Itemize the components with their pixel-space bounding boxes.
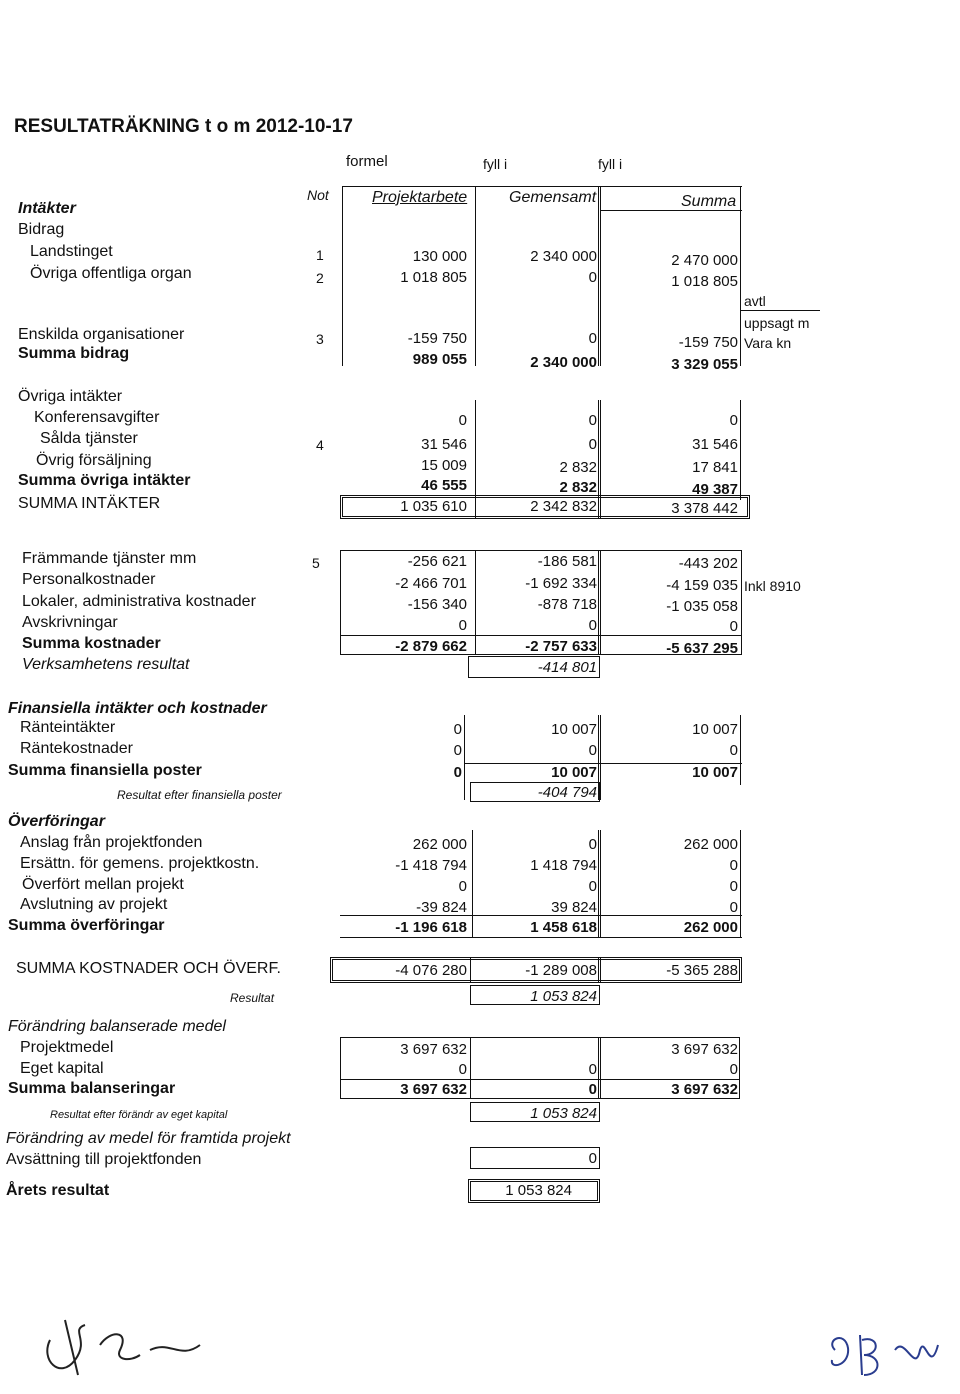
cell-value: 3 697 632 bbox=[400, 1081, 467, 1098]
cell-value: 0 bbox=[453, 721, 462, 738]
side-note-avtl: avtl bbox=[744, 293, 766, 309]
cell-value: 2 832 bbox=[559, 459, 597, 476]
section-forandring-fram: Förändring av medel för framtida projekt bbox=[6, 1130, 291, 1147]
row-label: Ränteintäkter bbox=[20, 719, 116, 736]
row-label: SUMMA KOSTNADER OCH ÖVERF. bbox=[16, 960, 281, 977]
row-label: Resultat efter finansiella poster bbox=[117, 788, 282, 802]
signature-right bbox=[820, 1320, 950, 1390]
cell-value: 0 bbox=[729, 412, 738, 429]
row-not: 4 bbox=[316, 437, 324, 453]
cell-value: 0 bbox=[729, 742, 738, 759]
cell-value: 130 000 bbox=[412, 248, 467, 265]
cell-value: 0 bbox=[729, 899, 738, 916]
col-not-header: Not bbox=[307, 187, 329, 203]
cell-value: 3 697 632 bbox=[671, 1081, 738, 1098]
cell-value: 10 007 bbox=[551, 764, 597, 781]
fyll-note-1: fyll i bbox=[483, 156, 508, 172]
cell-value: 0 bbox=[458, 412, 467, 429]
section-overforingar: Överföringar bbox=[8, 813, 105, 830]
section-ovriga-intakter: Övriga intäkter bbox=[18, 388, 123, 405]
cell-value: 1 458 618 bbox=[530, 919, 597, 936]
cell-value: 3 378 442 bbox=[671, 500, 738, 517]
cell-value: 1 018 805 bbox=[400, 269, 467, 286]
row-not: 2 bbox=[316, 270, 324, 286]
cell-value: 0 bbox=[588, 617, 597, 634]
cell-value: 1 418 794 bbox=[530, 857, 597, 874]
cell-value: -404 794 bbox=[537, 784, 597, 801]
cell-value: 10 007 bbox=[692, 764, 738, 781]
row-label: Summa bidrag bbox=[18, 345, 130, 362]
cell-value: 3 329 055 bbox=[671, 356, 738, 373]
section-intakter: Intäkter bbox=[18, 200, 76, 217]
col-gemensamt-header: Gemensamt bbox=[509, 189, 597, 206]
formel-note: formel bbox=[346, 153, 388, 170]
col-summa-header: Summa bbox=[681, 193, 737, 210]
row-label: Summa balanseringar bbox=[8, 1080, 176, 1097]
cell-value: 1 018 805 bbox=[671, 273, 738, 290]
row-label: Överfört mellan projekt bbox=[22, 876, 184, 893]
row-label: Sålda tjänster bbox=[40, 430, 138, 447]
cell-value: 31 546 bbox=[421, 436, 467, 453]
cell-value: 0 bbox=[588, 269, 597, 286]
cell-value: -1 692 334 bbox=[525, 575, 597, 592]
cell-value: 262 000 bbox=[683, 919, 738, 936]
result-box bbox=[470, 1147, 600, 1169]
cell-value: 2 340 000 bbox=[530, 354, 597, 371]
side-note-inkl: Inkl 8910 bbox=[744, 578, 801, 594]
row-label: Resultat bbox=[230, 991, 275, 1005]
cell-value: 1 053 824 bbox=[505, 1182, 572, 1199]
cell-value: -443 202 bbox=[678, 555, 738, 572]
cell-value: 2 470 000 bbox=[671, 252, 738, 269]
cell-value: -1 196 618 bbox=[395, 919, 467, 936]
cell-value: 0 bbox=[588, 742, 597, 759]
section-finansiella: Finansiella intäkter och kostnader bbox=[8, 700, 267, 717]
row-label: Summa finansiella poster bbox=[8, 762, 202, 779]
cell-value: -2 466 701 bbox=[395, 575, 467, 592]
cell-value: 39 824 bbox=[551, 899, 597, 916]
cell-value: 0 bbox=[588, 436, 597, 453]
row-label: Verksamhetens resultat bbox=[22, 656, 190, 673]
cell-value: -156 340 bbox=[407, 596, 467, 613]
cell-value: 1 035 610 bbox=[400, 498, 467, 515]
cell-value: 0 bbox=[458, 878, 467, 895]
row-label: Resultat efter förändr av eget kapital bbox=[50, 1109, 228, 1121]
row-label: Avsättning till projektfonden bbox=[6, 1151, 202, 1168]
side-note-vara: Vara kn bbox=[744, 335, 792, 351]
cell-value: -1 289 008 bbox=[525, 962, 597, 979]
cell-value: 989 055 bbox=[412, 351, 467, 368]
cell-value: 0 bbox=[458, 617, 467, 634]
cell-value: 2 832 bbox=[559, 479, 597, 496]
row-label: Övriga offentliga organ bbox=[30, 265, 192, 282]
cell-value: 46 555 bbox=[421, 477, 467, 494]
cell-value: 2 342 832 bbox=[530, 498, 597, 515]
row-label: Landstinget bbox=[30, 243, 113, 260]
cell-value: 0 bbox=[729, 618, 738, 635]
cell-value: 1 053 824 bbox=[530, 988, 597, 1005]
cell-value: -2 879 662 bbox=[395, 638, 467, 655]
row-label: Projektmedel bbox=[20, 1039, 114, 1056]
cell-value: 0 bbox=[588, 1150, 597, 1167]
cell-value: 0 bbox=[458, 1061, 467, 1078]
cell-value: 0 bbox=[729, 1061, 738, 1078]
row-label: SUMMA INTÄKTER bbox=[18, 495, 161, 512]
signature-left bbox=[30, 1300, 210, 1390]
cell-value: 0 bbox=[588, 412, 597, 429]
col-projektarbete-header: Projektarbete bbox=[372, 189, 468, 206]
row-label: Konferensavgifter bbox=[34, 409, 160, 426]
row-label: Lokaler, administrativa kostnader bbox=[22, 593, 256, 610]
row-label: Enskilda organisationer bbox=[18, 326, 185, 343]
row-label: Anslag från projektfonden bbox=[20, 834, 203, 851]
page-title: RESULTATRÄKNING t o m 2012-10-17 bbox=[14, 116, 353, 137]
row-label: Summa överföringar bbox=[8, 917, 165, 934]
row-label: Avskrivningar bbox=[22, 614, 118, 631]
row-label: Ersättn. för gemens. projektkostn. bbox=[20, 855, 260, 872]
cell-value: -2 757 633 bbox=[525, 638, 597, 655]
cell-value: 10 007 bbox=[551, 721, 597, 738]
row-label: Främmande tjänster mm bbox=[22, 550, 197, 567]
cell-value: 0 bbox=[588, 1061, 597, 1078]
cell-value: 3 697 632 bbox=[400, 1041, 467, 1058]
cell-value: 262 000 bbox=[683, 836, 738, 853]
cell-value: 17 841 bbox=[692, 459, 738, 476]
cell-value: 2 340 000 bbox=[530, 248, 597, 265]
fyll-note-2: fyll i bbox=[598, 156, 623, 172]
cell-value: -1 418 794 bbox=[395, 857, 467, 874]
cell-value: 1 053 824 bbox=[530, 1105, 597, 1122]
cell-value: -4 159 035 bbox=[666, 577, 738, 594]
cell-value: 0 bbox=[453, 764, 462, 781]
row-label: Summa övriga intäkter bbox=[18, 472, 191, 489]
row-not: 3 bbox=[316, 331, 324, 347]
cell-value: -5 637 295 bbox=[666, 640, 738, 657]
cell-value: 0 bbox=[588, 836, 597, 853]
cell-value: 0 bbox=[453, 742, 462, 759]
section-forandring-bal: Förändring balanserade medel bbox=[8, 1018, 226, 1035]
cell-value: -4 076 280 bbox=[395, 962, 467, 979]
cell-value: -878 718 bbox=[537, 596, 597, 613]
cell-value: 10 007 bbox=[692, 721, 738, 738]
row-label: Övrig försäljning bbox=[36, 452, 152, 469]
cell-value: -256 621 bbox=[407, 553, 467, 570]
cell-value: -159 750 bbox=[407, 330, 467, 347]
cell-value: 0 bbox=[729, 878, 738, 895]
cell-value: 0 bbox=[588, 330, 597, 347]
cell-value: -186 581 bbox=[537, 553, 597, 570]
cell-value: 31 546 bbox=[692, 436, 738, 453]
cell-value: -1 035 058 bbox=[666, 598, 738, 615]
cell-value: -5 365 288 bbox=[666, 962, 738, 979]
cell-value: -39 824 bbox=[416, 899, 467, 916]
row-label: Personalkostnader bbox=[22, 571, 156, 588]
row-not: 5 bbox=[312, 555, 320, 571]
row-label: Avslutning av projekt bbox=[20, 896, 168, 913]
side-note-uppsagt: uppsagt m bbox=[744, 315, 810, 331]
row-label: Räntekostnader bbox=[20, 740, 133, 757]
cell-value: 0 bbox=[729, 857, 738, 874]
cell-value: 49 387 bbox=[692, 481, 738, 498]
section-bidrag: Bidrag bbox=[18, 221, 65, 238]
row-not: 1 bbox=[316, 247, 324, 263]
cell-value: 262 000 bbox=[412, 836, 467, 853]
cell-value: 3 697 632 bbox=[671, 1041, 738, 1058]
row-label: Summa kostnader bbox=[22, 635, 161, 652]
cell-value: 15 009 bbox=[421, 457, 467, 474]
cell-value: 0 bbox=[588, 1081, 597, 1098]
row-label: Eget kapital bbox=[20, 1060, 104, 1077]
cell-value: 0 bbox=[588, 878, 597, 895]
row-label: Årets resultat bbox=[6, 1182, 110, 1199]
cell-value: -159 750 bbox=[678, 334, 738, 351]
cell-value: -414 801 bbox=[537, 659, 597, 676]
